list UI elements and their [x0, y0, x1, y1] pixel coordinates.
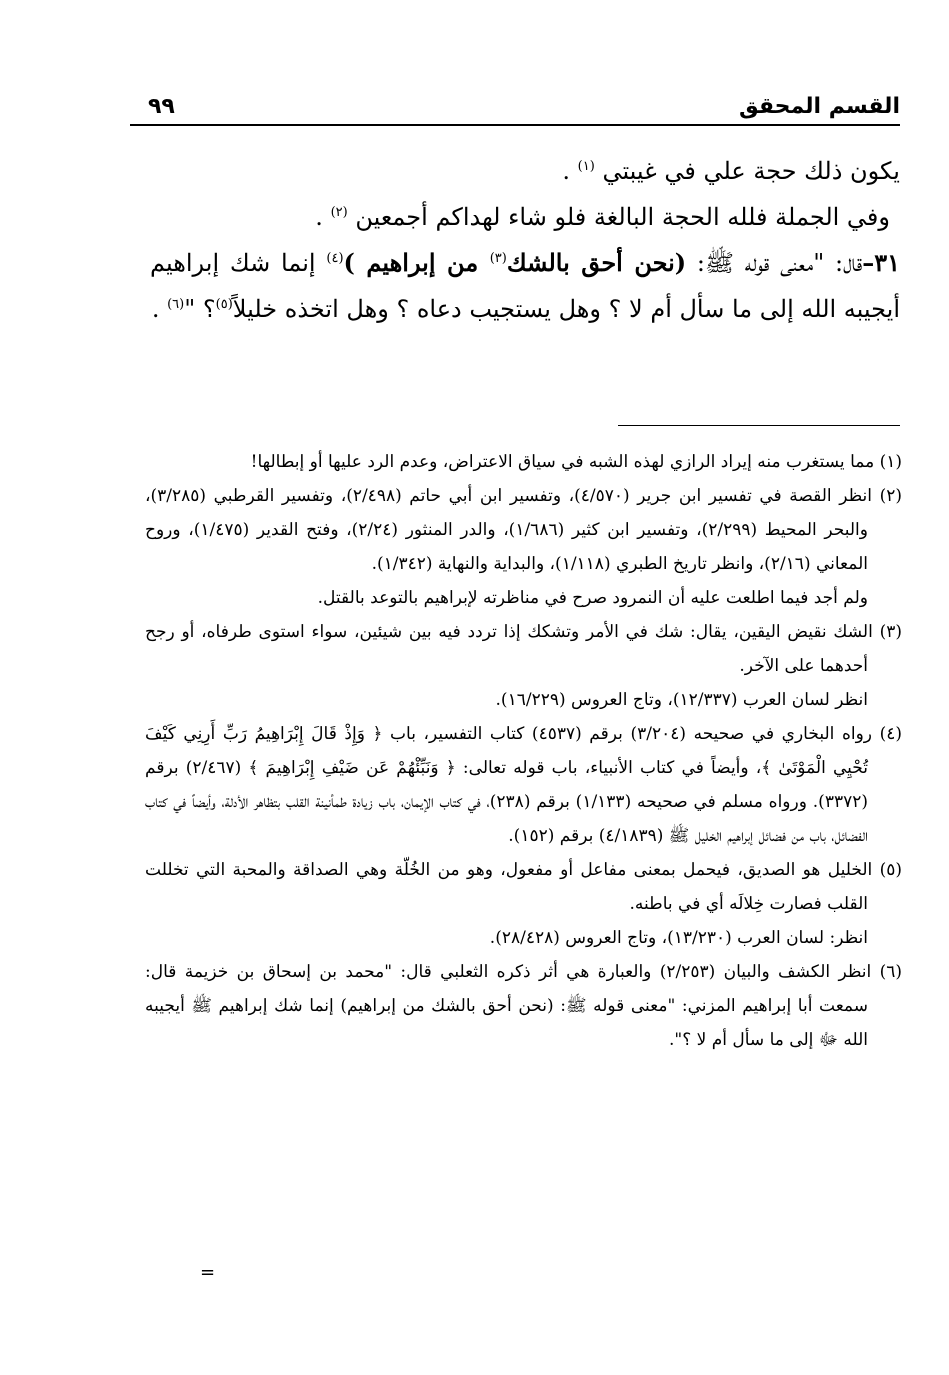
- paragraph-rest: إنما شك إبراهيم أيجيبه الله إلى ما سأل أم لا ؟ وهل يستجيب دعاه ؟ وهل اتخذه خليلاً: [150, 249, 900, 323]
- footnote-1: (١) مما يستغرب منه إيراد الرازي لهذه الشبه في سياق الاعتراض، وعدم الرد عليها أو إبطالها!: [250, 452, 902, 472]
- page-number: ٩٩: [148, 94, 175, 119]
- main-line-1: يكون ذلك حجة علي في غيبتي $^{(١)}$ .: [562, 157, 900, 185]
- footnote-ref: (٣): [489, 251, 507, 266]
- footnote-6: (٦) انظر الكشف والبيان (٢/٢٥٣) والعبارة هي أثر ذكره الثعلبي قال: "محمد بن إسحاق بن خزيمة قال: سمعت أبا إبراهيم المزني: "معنى قوله ﷺ: (نحن أحق بالشك من إبراهيم) إنما شك إبراهيم ﷺ أيجيبه الله ﷻ إلى ما سأل أم لا ؟".: [145, 962, 903, 1050]
- footnote-ref: (٦): [167, 297, 185, 312]
- page-header: [130, 92, 900, 126]
- footnote-5-continuation: انظر: لسان العرب (١٣/٢٣٠)، وتاج العروس (٢٨/٤٢٨).: [489, 928, 868, 948]
- paragraph-intro: قال: "معنى قوله ﷺ:: [686, 249, 863, 277]
- main-line-2: وفي الجملة فلله الحجة البالغة فلو شاء لهداكم أجمعين $^{(٢)}$ .: [315, 203, 890, 231]
- footnote-4: (٤) رواه البخاري في صحيحه (٣/٢٠٤) برقم (٤٥٣٧) كتاب التفسير، باب ﴿ وَإِذْ قَالَ إِبْرَاهِيمُ رَبِّ أَرِنِي كَيْفَ تُحْيِي الْمَوْتَىٰ ﴾، وأيضاً في كتاب الأنبياء، باب قوله تعالى: ﴿ وَنَبِّئْهُمْ عَن ضَيْفِ إِبْرَاهِيمَ ﴾ (٢/٤٦٧) برقم (٣٣٧٢). ورواه مسلم في صحيحه (١/١٣٣) برقم (٢٣٨)، في كتاب الإيمان، باب زيادة طمأنينة القلب بتظاهر الأدلة، وأيضاً في كتاب الفضائل، باب من فضائل إبراهيم الخليل ﷺ (٤/١٨٣٩) برقم (١٥٢).: [145, 724, 903, 846]
- main-line-1-text: يكون ذلك حجة علي في غيبتي: [602, 157, 900, 185]
- paragraph-number: ٣١–: [862, 248, 901, 277]
- running-title: القسم المحقق: [738, 94, 900, 119]
- footnote-ref: (١): [577, 159, 595, 174]
- footnote-ref: (٢): [330, 205, 348, 220]
- footnote-3: (٣) الشك نقيض اليقين، يقال: شك في الأمر وتشكك إذا تردد فيه بين شيئين، سواء استوى طرفاه، أو رجح أحدهما على الآخر.: [145, 622, 902, 676]
- hadith-quote-b: من إبراهيم ): [343, 248, 490, 277]
- continuation-mark: =: [200, 1262, 216, 1283]
- footnote-3-continuation: انظر لسان العرب (١٢/٣٣٧)، وتاج العروس (١٦/٢٢٩).: [495, 690, 868, 710]
- footnote-separator: [618, 425, 900, 426]
- footnote-ref: (٥): [215, 297, 233, 312]
- footnote-2-continuation: ولم أجد فيما اطلعت عليه أن النمرود صرح في مناظرته لإبراهيم بالتوعد بالقتل.: [317, 588, 868, 608]
- main-line-2-text: وفي الجملة فلله الحجة البالغة فلو شاء لهداكم أجمعين: [355, 203, 890, 231]
- hadith-quote-a: (نحن أحق بالشك: [506, 248, 687, 277]
- paragraph-31: ٣١–قال: "معنى قوله ﷺ: (نحن أحق بالشك$^{(٣)}$ من إبراهيم )$^{(٤)}$ إنما شك إبراهيم أيجيبه الله إلى ما سأل أم لا ؟ وهل يستجيب دعاه ؟ وهل اتخذه خليلاً$^{(٥)}$؟ "$^{(٦)}$ .: [150, 248, 901, 323]
- main-text: [150, 148, 900, 332]
- footnotes: [145, 445, 902, 1057]
- paragraph-end: ؟ ": [184, 295, 216, 323]
- footnote-ref: (٤): [326, 251, 344, 266]
- footnote-5: (٥) الخليل هو الصديق، فيحمل بمعنى مفاعل أو مفعول، وهو من الخُلّة وهي الصداقة والمحبة التي تخللت القلب فصارت خِلالَه أي في باطنه.: [145, 860, 902, 914]
- footnote-2: (٢) انظر القصة في تفسير ابن جرير (٤/٥٧٠)، وتفسير ابن أبي حاتم (٢/٤٩٨)، وتفسير القرطبي (٣/٢٨٥)، والبحر المحيط (٢/٢٩٩)، وتفسير ابن كثير (١/٦٨٦)، والدر المنثور (٢/٢٤)، وفتح القدير (١/٤٧٥)، وروح المعاني (٢/١٦)، وانظر تاريخ الطبري (١/١١٨)، والبداية والنهاية (١/٣٤٢).: [145, 486, 902, 574]
